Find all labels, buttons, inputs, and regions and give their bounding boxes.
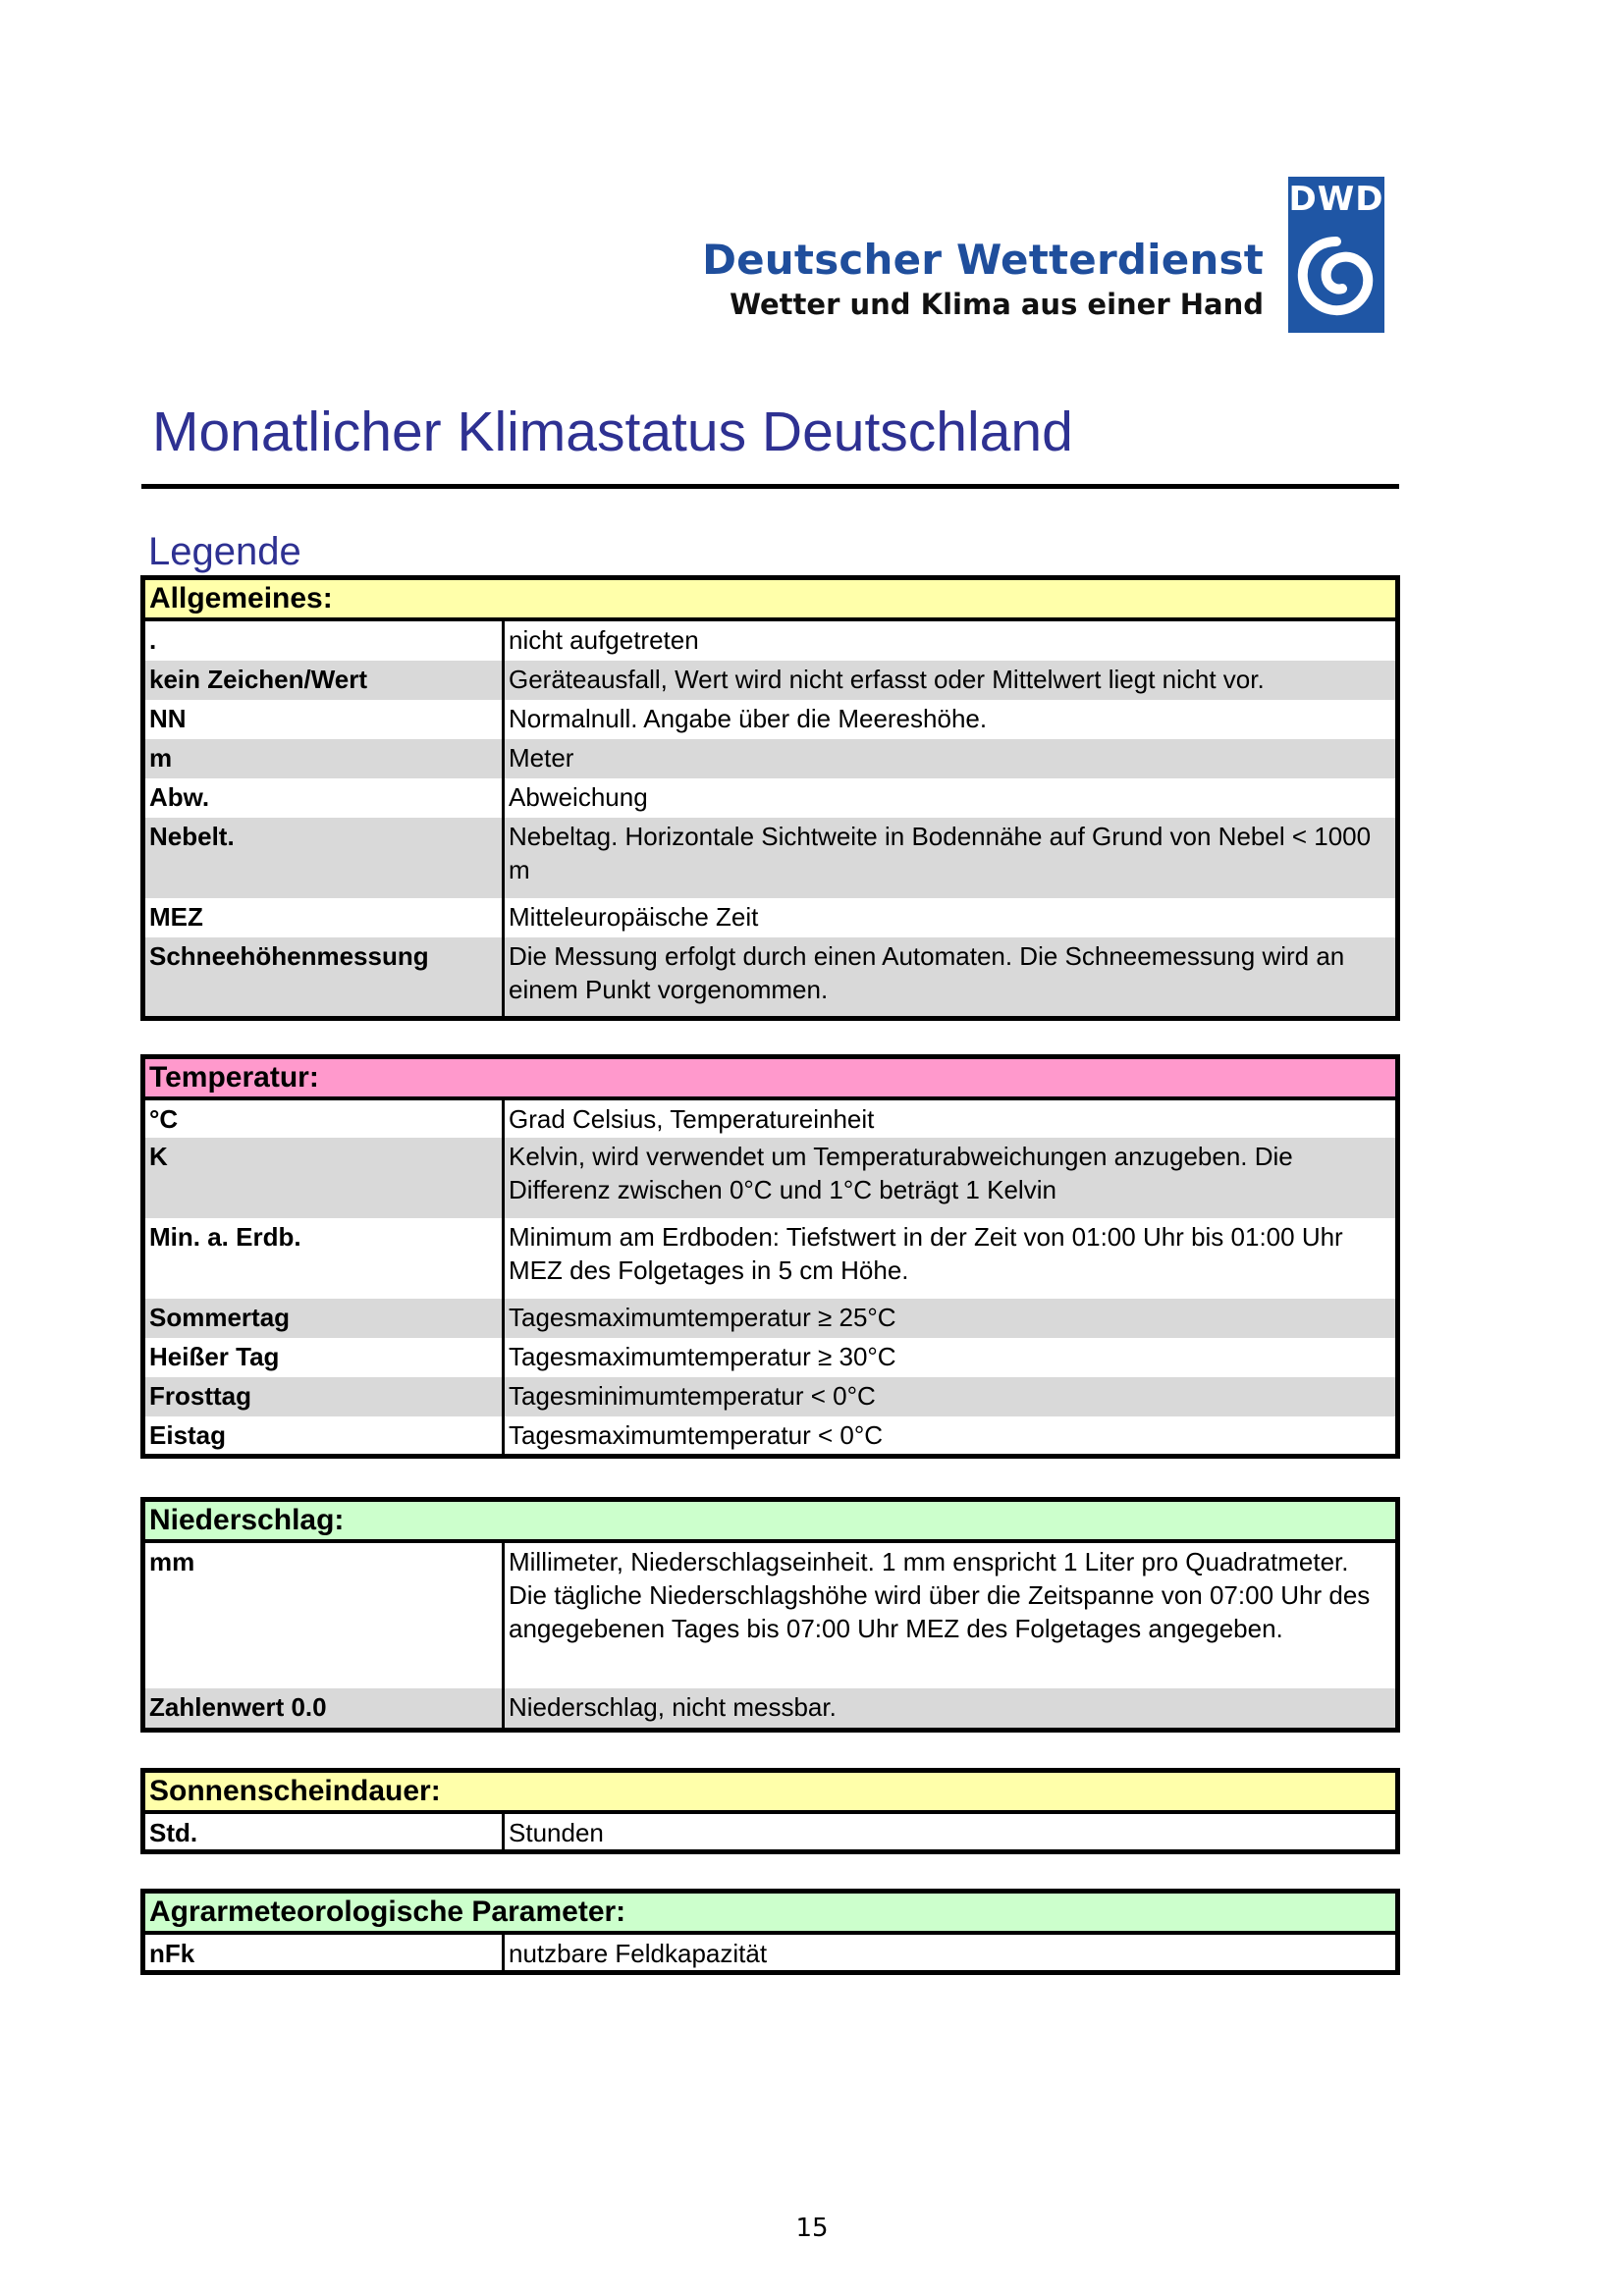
row-key: kein Zeichen/Wert (145, 661, 505, 700)
row-key: Min. a. Erdb. (145, 1218, 505, 1299)
table-niederschlag (140, 1497, 1400, 1733)
row-value: Geräteausfall, Wert wird nicht erfasst oder Mittelwert liegt nicht vor. (509, 665, 1265, 694)
table-sonnenscheindauer (140, 1768, 1400, 1854)
row-key: mm (145, 1543, 505, 1688)
table-header: Niederschlag: (145, 1502, 1395, 1543)
row-value: nutzbare Feldkapazität (509, 1939, 768, 1968)
table-row (145, 1543, 1395, 1688)
table-row (145, 937, 1395, 1016)
table-row (145, 1416, 1395, 1454)
row-value: Mitteleuropäische Zeit (509, 902, 759, 932)
row-key: Sommertag (145, 1299, 505, 1338)
row-key: Zahlenwert 0.0 (145, 1688, 505, 1728)
row-value: Kelvin, wird verwendet um Temperaturabweichungen anzugeben. Die Differenz zwischen 0°C und 1°C beträgt 1 Kelvin (509, 1142, 1293, 1204)
table-row (145, 778, 1395, 818)
org-name: Deutscher Wetterdienst (702, 236, 1264, 284)
row-key: NN (145, 700, 505, 739)
logo-wordmark (702, 236, 1264, 322)
row-value: Normalnull. Angabe über die Meereshöhe. (509, 704, 988, 733)
swirl-icon (1293, 228, 1380, 322)
table-row (145, 1935, 1395, 1970)
row-value: Minimum am Erdboden: Tiefstwert in der Zeit von 01:00 Uhr bis 01:00 Uhr MEZ des Folgetages in 5 cm Höhe. (509, 1222, 1343, 1285)
row-value: Abweichung (509, 782, 648, 812)
table-row (145, 661, 1395, 700)
row-value: Stunden (509, 1818, 604, 1847)
table-temperatur (140, 1054, 1400, 1459)
table-row (145, 1814, 1395, 1849)
table-allgemeines (140, 575, 1400, 1021)
table-row (145, 1100, 1395, 1138)
table-header: Agrarmeteorologische Parameter: (145, 1894, 1395, 1935)
org-slogan: Wetter und Klima aus einer Hand (730, 288, 1264, 321)
row-value: Tagesmaximumtemperatur ≥ 30°C (509, 1342, 896, 1371)
row-value: Meter (509, 743, 574, 773)
row-key: °C (145, 1100, 505, 1138)
table-header: Sonnenscheindauer: (145, 1773, 1395, 1814)
table-row (145, 1377, 1395, 1416)
row-key: Abw. (145, 778, 505, 818)
table-row (145, 1299, 1395, 1338)
table-header: Temperatur: (145, 1059, 1395, 1100)
row-key: Heißer Tag (145, 1338, 505, 1377)
section-heading-legende: Legende (148, 530, 301, 573)
logo-abbr: DWD (1288, 180, 1384, 219)
row-key: m (145, 739, 505, 778)
table-row (145, 818, 1395, 898)
table-header: Allgemeines: (145, 580, 1395, 621)
row-value: Tagesmaximumtemperatur < 0°C (509, 1420, 884, 1450)
table-agrarmeteorologie (140, 1889, 1400, 1975)
row-key: Frosttag (145, 1377, 505, 1416)
row-key: . (145, 621, 505, 661)
table-row (145, 1218, 1395, 1299)
dwd-logo (1288, 177, 1384, 333)
row-key: Eistag (145, 1416, 505, 1454)
row-key: K (145, 1138, 505, 1218)
row-value: Nebeltag. Horizontale Sichtweite in Bodennähe auf Grund von Nebel < 1000 m (509, 822, 1372, 884)
row-value: Grad Celsius, Temperatureinheit (509, 1104, 875, 1134)
page-number: 15 (795, 2214, 829, 2243)
row-key: Std. (145, 1814, 505, 1849)
row-value: Die Messung erfolgt durch einen Automaten. Die Schneemessung wird an einem Punkt vorgenommen. (509, 941, 1345, 1004)
title-divider (141, 484, 1399, 489)
row-value: nicht aufgetreten (509, 625, 699, 655)
row-key: Schneehöhenmessung (145, 937, 505, 1016)
table-row (145, 1338, 1395, 1377)
table-row (145, 898, 1395, 937)
row-key: Nebelt. (145, 818, 505, 898)
page-title: Monatlicher Klimastatus Deutschland (152, 400, 1073, 463)
table-row (145, 621, 1395, 661)
table-row (145, 739, 1395, 778)
row-value: Tagesmaximumtemperatur ≥ 25°C (509, 1303, 896, 1332)
table-row (145, 700, 1395, 739)
row-key: MEZ (145, 898, 505, 937)
row-value: Millimeter, Niederschlagseinheit. 1 mm enspricht 1 Liter pro Quadratmeter. Die tägliche Niederschlagshöhe wird über die Zeitspanne von 07:00 Uhr des angegebenen Tages bis 07:00 Uhr MEZ des Folgetages angegeben. (509, 1547, 1371, 1643)
table-row (145, 1138, 1395, 1218)
row-value: Tagesminimumtemperatur < 0°C (509, 1381, 876, 1411)
row-key: nFk (145, 1935, 505, 1970)
table-row (145, 1688, 1395, 1728)
row-value: Niederschlag, nicht messbar. (509, 1692, 837, 1722)
